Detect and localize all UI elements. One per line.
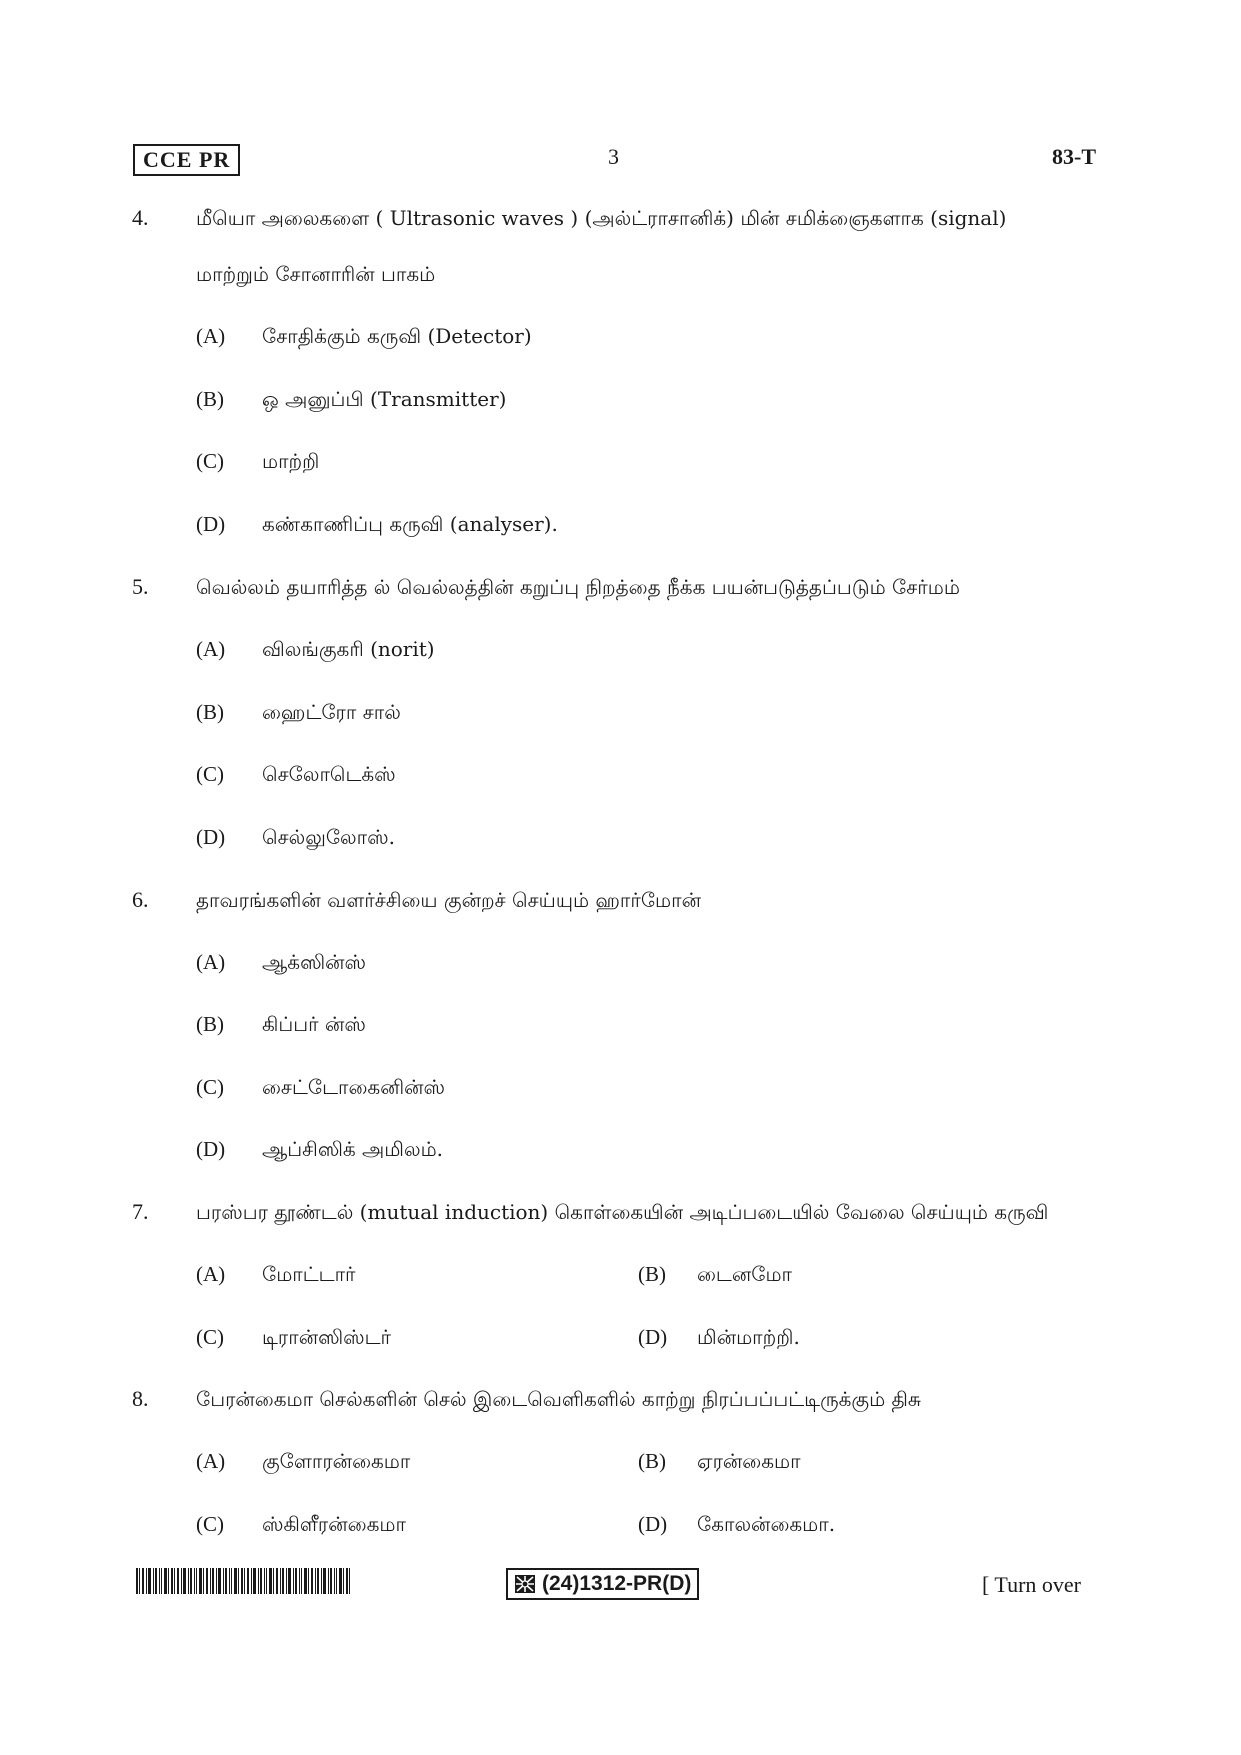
question-7-number: 7. xyxy=(132,1199,149,1224)
question-7-option-c-text: டிரான்ஸிஸ்டர் xyxy=(262,1325,392,1349)
question-5-text-line1: வெல்லம் தயாரித்த ல் வெல்லத்தின் கறுப்பு நிறத்தை நீக்க பயன்படுத்தப்படும் சேர்மம் xyxy=(196,575,960,599)
turn-over-label: [ Turn over xyxy=(982,1572,1082,1597)
question-7-option-b-label: (B) xyxy=(638,1262,666,1286)
question-6-option-c-text: சைட்டோகைனின்ஸ் xyxy=(262,1075,446,1099)
page-number: 3 xyxy=(608,144,619,169)
question-6-option-d-text: ஆப்சிஸிக் அமிலம். xyxy=(262,1137,444,1161)
question-6-option-a-label: (A) xyxy=(196,950,226,974)
question-4-text-line2: மாற்றும் சோனாரின் பாகம் xyxy=(196,262,436,286)
question-4-option-a-label: (A) xyxy=(196,324,226,348)
question-7-option-a-text: மோட்டார் xyxy=(262,1262,356,1286)
footer-code-text: (24)1312-PR(D) xyxy=(542,1572,692,1595)
footer-paper-code xyxy=(506,1568,699,1600)
question-7-option-a-label: (A) xyxy=(196,1262,226,1286)
security-mark-icon xyxy=(514,1574,536,1594)
question-5-option-c-text: செலோடெக்ஸ் xyxy=(262,762,396,786)
question-8-option-c-text: ஸ்கிளீரன்கைமா xyxy=(262,1512,406,1536)
question-5-option-d-label: (D) xyxy=(196,825,226,849)
question-8-number: 8. xyxy=(132,1386,149,1411)
paper-code: 83-T xyxy=(1052,144,1096,169)
question-7-option-c-label: (C) xyxy=(196,1325,224,1349)
question-8-text-line1: பேரன்கைமா செல்களின் செல் இடைவெளிகளில் காற்று நிரப்பப்பட்டிருக்கும் திசு xyxy=(196,1387,921,1411)
question-5-option-c-label: (C) xyxy=(196,762,224,786)
question-4-option-d-text: கண்காணிப்பு கருவி (analyser). xyxy=(262,512,558,536)
question-8-option-a-text: குளோரன்கைமா xyxy=(262,1449,411,1473)
question-5-option-b-text: ஹைட்ரோ சால் xyxy=(262,700,401,724)
question-5-option-a-label: (A) xyxy=(196,637,226,661)
question-6-text-line1: தாவரங்களின் வளர்ச்சியை குன்றச் செய்யும் ஹார்மோன் xyxy=(196,888,701,912)
question-4-option-c-label: (C) xyxy=(196,449,224,473)
question-4-option-d-label: (D) xyxy=(196,512,226,536)
question-5-option-d-text: செல்லுலோஸ். xyxy=(262,825,395,849)
question-8-option-d-label: (D) xyxy=(638,1512,668,1536)
question-4-option-b-label: (B) xyxy=(196,387,224,411)
question-4-option-c-text: மாற்றி xyxy=(262,449,320,473)
question-4-option-b-text: ஒ அனுப்பி (Transmitter) xyxy=(262,387,507,411)
question-7-option-d-label: (D) xyxy=(638,1325,668,1349)
question-8-option-b-label: (B) xyxy=(638,1449,666,1473)
question-6-option-d-label: (D) xyxy=(196,1137,226,1161)
barcode-icon xyxy=(136,1568,350,1594)
question-7-option-d-text: மின்மாற்றி. xyxy=(697,1325,800,1349)
question-6-option-b-text: கிப்பர் ன்ஸ் xyxy=(262,1012,366,1036)
question-6-number: 6. xyxy=(132,887,149,912)
question-5-number: 5. xyxy=(132,574,149,599)
question-7-text-line1: பரஸ்பர தூண்டல் (mutual induction) கொள்கையின் அடிப்படையில் வேலை செய்யும் கருவி xyxy=(196,1200,1049,1224)
question-4-text-line1: மீயொ அலைகளை ( Ultrasonic waves ) (அல்ட்ராசானிக்) மின் சமிக்ஞைகளாக (signal) xyxy=(196,206,1007,230)
question-8-option-d-text: கோலன்கைமா. xyxy=(697,1512,836,1536)
question-6-option-a-text: ஆக்ஸின்ஸ் xyxy=(262,950,367,974)
question-6-option-b-label: (B) xyxy=(196,1012,224,1036)
question-8-option-c-label: (C) xyxy=(196,1512,224,1536)
question-5-option-a-text: விலங்குகரி (norit) xyxy=(262,637,435,661)
question-4-option-a-text: சோதிக்கும் கருவி (Detector) xyxy=(262,324,532,348)
question-4-number: 4. xyxy=(132,205,149,230)
question-8-option-b-text: ஏரன்கைமா xyxy=(697,1449,801,1473)
question-7-option-b-text: டைனமோ xyxy=(697,1262,792,1286)
question-8-option-a-label: (A) xyxy=(196,1449,226,1473)
question-5-option-b-label: (B) xyxy=(196,700,224,724)
header-box-label: CCE PR xyxy=(133,144,240,176)
question-6-option-c-label: (C) xyxy=(196,1075,224,1099)
